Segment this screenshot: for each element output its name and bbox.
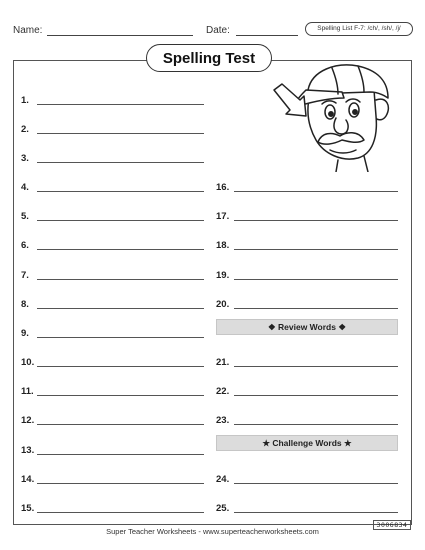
cartoon-man-with-cap-icon	[272, 60, 407, 172]
item-number-15: 15.	[21, 503, 35, 514]
answer-line-5[interactable]	[37, 220, 204, 221]
item-number-21: 21.	[216, 357, 230, 368]
item-number-4: 4.	[21, 182, 29, 193]
answer-line-24[interactable]	[234, 483, 398, 484]
item-number-5: 5.	[21, 211, 29, 222]
answer-line-8[interactable]	[37, 308, 204, 309]
item-number-16: 16.	[216, 182, 230, 193]
item-number-14: 14.	[21, 474, 35, 485]
item-number-9: 9.	[21, 328, 29, 339]
item-number-6: 6.	[21, 240, 29, 251]
footer-url-link[interactable]: www.superteacherworksheets.com	[202, 527, 319, 536]
item-number-17: 17.	[216, 211, 230, 222]
answer-line-14[interactable]	[37, 483, 204, 484]
answer-line-20[interactable]	[234, 308, 398, 309]
footer-separator: -	[196, 527, 203, 536]
date-field[interactable]	[236, 35, 298, 36]
answer-line-9[interactable]	[37, 337, 204, 338]
item-number-24: 24.	[216, 474, 230, 485]
item-number-10: 10.	[21, 357, 35, 368]
item-number-8: 8.	[21, 299, 29, 310]
item-number-3: 3.	[21, 153, 29, 164]
answer-line-2[interactable]	[37, 133, 204, 134]
answer-line-21[interactable]	[234, 366, 398, 367]
item-number-23: 23.	[216, 415, 230, 426]
item-number-20: 20.	[216, 299, 230, 310]
name-field[interactable]	[47, 35, 193, 36]
page-title: Spelling Test	[146, 44, 272, 72]
item-number-18: 18.	[216, 240, 230, 251]
answer-line-17[interactable]	[234, 220, 398, 221]
review-words-banner: ❖ Review Words ❖	[216, 319, 398, 335]
name-label: Name:	[13, 25, 43, 36]
item-number-12: 12.	[21, 415, 35, 426]
answer-line-13[interactable]	[37, 454, 204, 455]
item-number-19: 19.	[216, 270, 230, 281]
item-number-2: 2.	[21, 124, 29, 135]
answer-line-1[interactable]	[37, 104, 204, 105]
answer-line-12[interactable]	[37, 424, 204, 425]
date-label: Date:	[206, 25, 230, 36]
footer-brand: Super Teacher Worksheets	[106, 527, 197, 536]
spelling-list-badge: Spelling List F-7: /ch/, /sh/, /j/	[305, 22, 413, 36]
answer-line-16[interactable]	[234, 191, 398, 192]
answer-line-25[interactable]	[234, 512, 398, 513]
challenge-words-banner: ★ Challenge Words ★	[216, 435, 398, 451]
answer-line-15[interactable]	[37, 512, 204, 513]
item-number-11: 11.	[21, 386, 34, 397]
worksheet-code: 3006834	[373, 520, 411, 530]
footer	[0, 527, 425, 536]
item-number-7: 7.	[21, 270, 29, 281]
answer-line-3[interactable]	[37, 162, 204, 163]
answer-line-4[interactable]	[37, 191, 204, 192]
item-number-22: 22.	[216, 386, 230, 397]
item-number-1: 1.	[21, 95, 29, 106]
answer-line-6[interactable]	[37, 249, 204, 250]
answer-line-18[interactable]	[234, 249, 398, 250]
item-number-25: 25.	[216, 503, 230, 514]
answer-line-7[interactable]	[37, 279, 204, 280]
answer-line-19[interactable]	[234, 279, 398, 280]
answer-line-22[interactable]	[234, 395, 398, 396]
answer-line-11[interactable]	[37, 395, 204, 396]
answer-line-23[interactable]	[234, 424, 398, 425]
item-number-13: 13.	[21, 445, 35, 456]
answer-line-10[interactable]	[37, 366, 204, 367]
